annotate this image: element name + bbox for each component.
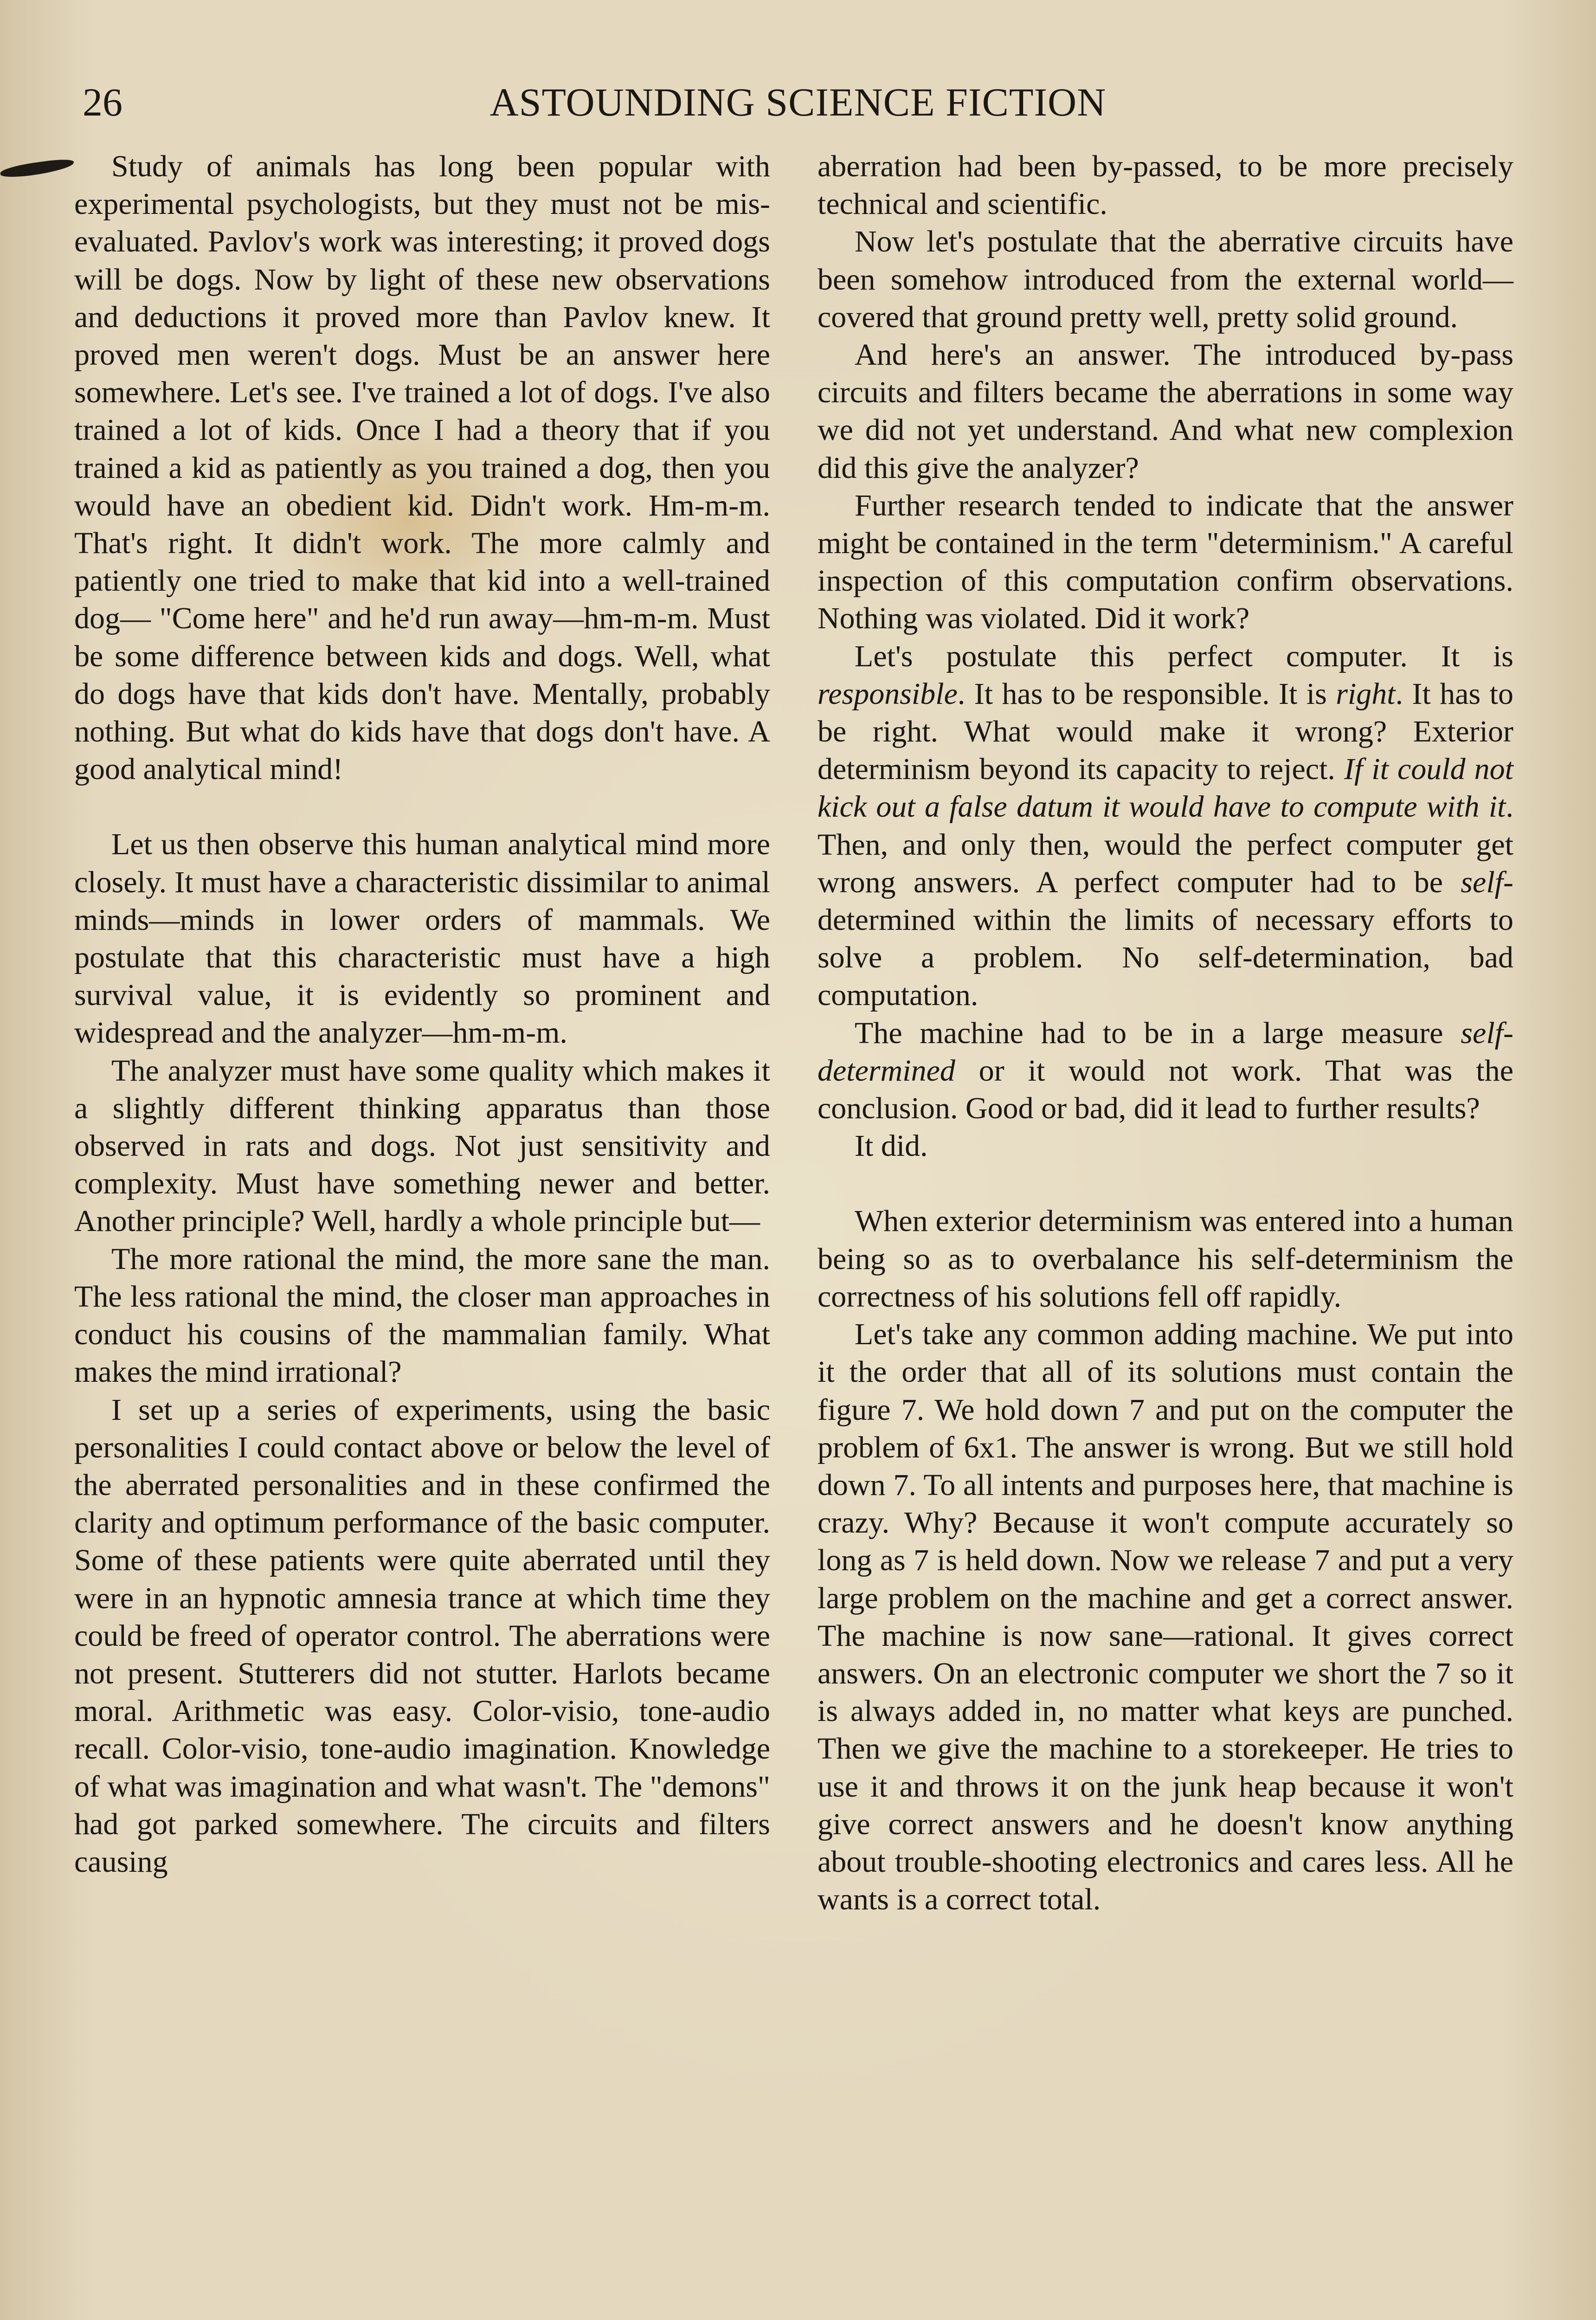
paragraph — [817, 1014, 1513, 1128]
italic-run: self — [1461, 865, 1504, 899]
text-run: The machine had to be in a large measure — [855, 1016, 1461, 1050]
paragraph: Let's take any common adding machine. We put into it the order that all of its solutions must contain the figure 7. We hold down 7 and put on the computer the problem of 6x1. The answer is wrong. But we still hold down 7. To all intents and purposes here, that machine is crazy. Why? Because it won't compute accurately so long as 7 is held down. Now we release 7 and put a very large problem on the machine and get a correct answer. The machine is now sane—rational. It gives correct answers. On an electronic computer we short the 7 so it is always added in, no matter what keys are punched. Then we give the machine to a storekeeper. He tries to use it and throws it on the junk heap because it won't give correct answers and he doesn't know anything about trouble-shooting electronics and cares less. All he wants is a correct total. — [817, 1317, 1513, 1917]
paragraph: I set up a series of experiments, using the basic personalities I could contact above or below the level of the aberrated personalities and in these confirmed the clarity and optimum performance of the basic computer. Some of these patients were quite aberrated until they were in an hypnotic amnesia trance at which time they could be freed of operator control. The aberrations were not present. Stutterers did not stutter. Harlots became moral. Arithmetic was easy. Color-visio, tone-audio recall. Color-visio, tone-audio imagination. Knowledge of what was imagination and what wasn't. The "demons" had got parked somewhere. The circuits and filters causing — [74, 1392, 770, 1879]
left-column — [74, 148, 770, 1881]
page-header — [70, 74, 1526, 130]
paragraph: aberration had been by-passed, to be more precisely technical and scientific. — [817, 149, 1513, 221]
text-run: . Then, and only then, would the perfect computer get wrong answers. A perfect computer had to be — [817, 790, 1513, 899]
paragraph: Let us then observe this human analytical mind more closely. It must have a characteristic dissimilar to animal minds—minds in lower orders of mammals. We postulate that this characteristic must have a high survival value, it is evidently so prominent and widespread and the analyzer—hm-m-m. — [74, 827, 770, 1050]
paragraph: Study of animals has long been popular with experimental psychologists, but they must not be mis-evaluated. Pavlov's work was interesting; it proved dogs will be dogs. Now by light of these new observations and deductions it proved more than Pavlov knew. It proved men weren't dogs. Must be an answer here somewhere. Let's see. I've trained a lot of dogs. I've also trained a lot of kids. Once I had a theory that if you trained a kid as patiently as you trained a dog, then you would have an obedient kid. Didn't work. Hm-m-m. That's right. It didn't work. The more calmly and patiently one tried to make that kid into a well-trained dog— "Come here" and he'd run away—hm-m-m. Must be some difference between kids and dogs. Well, what do dogs have that kids don't have. Mentally, probably nothing. But what do kids have that dogs don't have. A good analytical mind! — [74, 149, 770, 786]
paragraph: When exterior determinism was entered into a human being so as to overbalance his self-determinism the correctness of his solutions fell off rapidly. — [817, 1204, 1513, 1314]
italic-run: responsible — [817, 677, 958, 711]
paragraph: Now let's postulate that the aberrative circuits have been somehow introduced from the external world—covered that ground pretty well, pretty solid ground. — [817, 225, 1513, 334]
text-run: or it would not work. That was the conclusion. Good or bad, did it lead to further results? — [817, 1053, 1513, 1126]
paragraph: It did. — [855, 1129, 928, 1163]
italic-run: right — [1336, 677, 1396, 711]
italic-run: self-determined — [817, 1016, 1513, 1088]
paragraph — [817, 638, 1513, 1014]
text-run: . It has to be responsible. It is — [957, 677, 1336, 711]
paragraph: And here's an answer. The introduced by-pass circuits and filters became the aberrations in some way we did not yet understand. And what new complexion did this give the analyzer? — [817, 338, 1513, 485]
paragraph: The more rational the mind, the more sane the man. The less rational the mind, the closer man approaches in conduct his cousins of the mammalian family. What makes the mind irrational? — [74, 1242, 770, 1389]
text-run: -determined within the limits of necessary efforts to solve a problem. No self-determination, bad computation. — [817, 865, 1513, 1012]
running-head: ASTOUNDING SCIENCE FICTION — [489, 80, 1107, 124]
page-number: 26 — [83, 80, 122, 124]
italic-run: If it could not kick out a false datum it would have to compute with it — [817, 752, 1513, 824]
paragraph: The analyzer must have some quality which makes it a slightly different thinking apparatus than those observed in rats and dogs. Not just sensitivity and complexity. Must have something newer and better. Another principle? Well, hardly a whole principle but— — [74, 1053, 770, 1238]
paragraph: Further research tended to indicate that the answer might be contained in the term "determinism." A careful inspection of this computation confirm observations. Nothing was violated. Did it work? — [817, 488, 1513, 636]
right-column — [817, 148, 1513, 1918]
text-run: Let's postulate this perfect computer. It is — [855, 639, 1513, 673]
text-run: . It has to be right. What would make it wrong? Exterior determinism beyond its capacity to reject. — [817, 677, 1513, 786]
